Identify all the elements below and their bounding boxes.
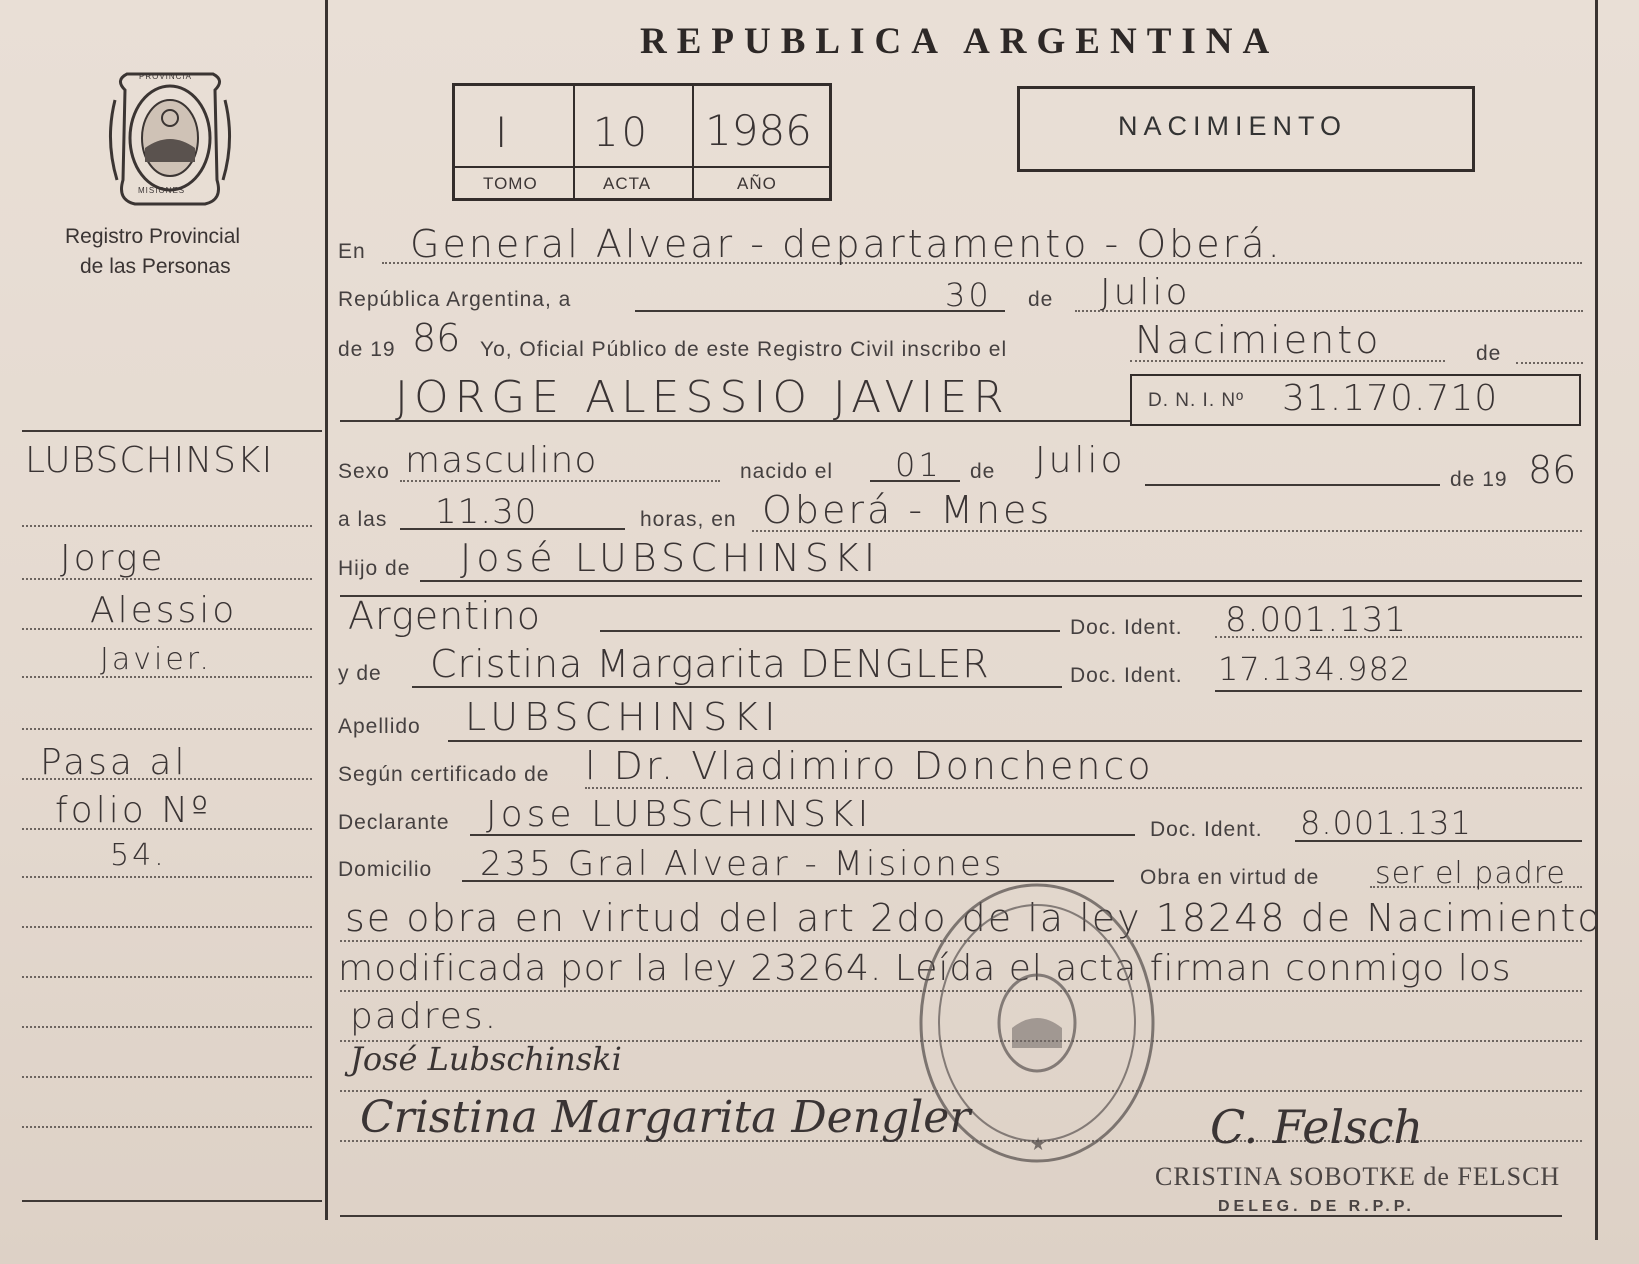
padre-doc-value: 8.001.131 <box>1225 600 1408 640</box>
line-madre <box>412 686 1062 688</box>
observacion-2: modificada por la ley 23264. Leída el acta firman conmigo los <box>338 948 1512 989</box>
birth-month-value: Julio <box>1035 440 1126 481</box>
domicilio-value: 235 Gral Alvear - Misiones <box>480 844 1005 884</box>
label-de: de <box>970 460 996 483</box>
birth-day-value: 01 <box>895 446 942 484</box>
child-name: JORGE ALESSIO JAVIER <box>395 372 1010 423</box>
label-de: de <box>1476 342 1502 365</box>
label-declarante: Declarante <box>338 811 450 834</box>
label-y-de: y de <box>338 662 382 685</box>
year-value: 86 <box>412 316 461 360</box>
certificado-value: l Dr. Vladimiro Donchenco <box>585 744 1154 788</box>
margin-dots <box>22 525 312 527</box>
margin-dots <box>22 976 312 978</box>
margin-surname: LUBSCHINSKI <box>25 440 274 481</box>
label-segun-certificado: Según certificado de <box>338 763 550 786</box>
tomo-value: I <box>495 108 511 157</box>
observacion-3: padres. <box>350 996 499 1037</box>
registry-line-1: Registro Provincial <box>65 225 241 248</box>
margin-name-3: Javier. <box>100 642 212 677</box>
label-nacido: nacido el <box>740 460 834 483</box>
margin-dots <box>22 876 312 878</box>
line-child-name <box>340 420 1130 422</box>
label-doc-ident: Doc. Ident. <box>1070 664 1183 687</box>
madre-value: Cristina Margarita DENGLER <box>430 642 990 686</box>
birth-year-value: 86 <box>1528 448 1577 492</box>
signature-padre: José Lubschinski <box>350 1040 622 1078</box>
label-horas-en: horas, en <box>640 508 737 531</box>
right-border <box>1595 0 1598 1240</box>
line-apellido <box>448 740 1582 742</box>
label-domicilio: Domicilio <box>338 858 433 881</box>
margin-dots <box>22 1026 312 1028</box>
apellido-value: LUBSCHINSKI <box>465 695 782 739</box>
hora-value: 11.30 <box>435 492 538 532</box>
observacion-1: se obra en virtud del art 2do de la ley 18248 de Nacimiento <box>345 896 1603 940</box>
month-value: Julio <box>1100 272 1191 313</box>
label-sexo: Sexo <box>338 460 390 483</box>
margin-dots <box>22 728 312 730</box>
margin-line-bottom <box>22 1200 322 1202</box>
label-obra-en-virtud: Obra en virtud de <box>1140 866 1320 889</box>
svg-text:★: ★ <box>1030 1134 1047 1155</box>
record-number-box <box>452 83 832 201</box>
label-doc-ident: Doc. Ident. <box>1070 616 1183 639</box>
official-name: CRISTINA SOBOTKE de FELSCH <box>1155 1162 1561 1191</box>
line-padre <box>420 580 1582 582</box>
place-value: General Alvear - departamento - Oberá. <box>410 222 1283 266</box>
label-en: En <box>338 240 366 263</box>
margin-dots <box>22 1126 312 1128</box>
label-hijo-de: Hijo de <box>338 557 411 580</box>
label-a-las: a las <box>338 508 388 531</box>
certificate-type: NACIMIENTO <box>1118 111 1348 141</box>
official-title: DELEG. DE R.P.P. <box>1218 1198 1415 1215</box>
label-de: de <box>1028 288 1054 311</box>
label-de-19: de 19 <box>1450 468 1508 491</box>
label-yo-oficial: Yo, Oficial Público de este Registro Civil inscribo el <box>480 338 1008 361</box>
anio-value: 1986 <box>705 106 812 155</box>
tomo-label: TOMO <box>483 174 538 193</box>
sexo-value: masculino <box>405 440 598 481</box>
day-value: 30 <box>945 276 992 314</box>
registry-line-2: de las Personas <box>80 255 231 278</box>
declarante-doc-value: 8.001.131 <box>1300 804 1472 842</box>
margin-note-2: folio Nº <box>55 790 212 831</box>
margin-note-1: Pasa al <box>40 742 188 783</box>
signature-oficial: C. Felsch <box>1210 1100 1424 1154</box>
margin-dots <box>22 926 312 928</box>
anio-label: AÑO <box>737 174 777 193</box>
line-nacionalidad <box>600 630 1060 632</box>
madre-doc-value: 17.134.982 <box>1218 650 1412 688</box>
line-de <box>1516 362 1583 364</box>
acta-value: 10 <box>593 110 650 156</box>
dni-box <box>1130 374 1581 426</box>
padre-value: José LUBSCHINSKI <box>460 536 881 580</box>
margin-name-2: Alessio <box>90 590 238 631</box>
acto-value: Nacimiento <box>1135 318 1382 362</box>
margin-line-top <box>22 430 322 432</box>
padre-nacionalidad: Argentino <box>348 594 542 638</box>
dni-label: D. N. I. Nº <box>1148 390 1245 411</box>
line-madre-doc <box>1215 690 1582 692</box>
label-apellido: Apellido <box>338 715 421 738</box>
label-republica: República Argentina, a <box>338 288 572 311</box>
margin-divider <box>325 0 328 1220</box>
certificate-type-box <box>1017 86 1475 172</box>
acta-label: ACTA <box>603 174 652 193</box>
seal-bottom-text: MISIONES <box>138 186 186 195</box>
dni-value: 31.170.710 <box>1282 378 1499 419</box>
line-birth-month <box>1145 484 1440 486</box>
label-de-19: de 19 <box>338 338 396 361</box>
label-doc-ident: Doc. Ident. <box>1150 818 1263 841</box>
margin-dots <box>22 1076 312 1078</box>
signature-madre: Cristina Margarita Dengler <box>360 1092 971 1143</box>
seal-top-text: PROVINCIA <box>139 72 193 81</box>
declarante-value: Jose LUBSCHINSKI <box>486 794 873 835</box>
margin-note-3: 54. <box>110 838 167 873</box>
lugar-value: Oberá - Mnes <box>762 488 1053 532</box>
country-title: REPUBLICA ARGENTINA <box>640 21 1280 62</box>
obra-value: ser el padre <box>1375 856 1566 891</box>
margin-name-1: Jorge <box>60 538 166 579</box>
